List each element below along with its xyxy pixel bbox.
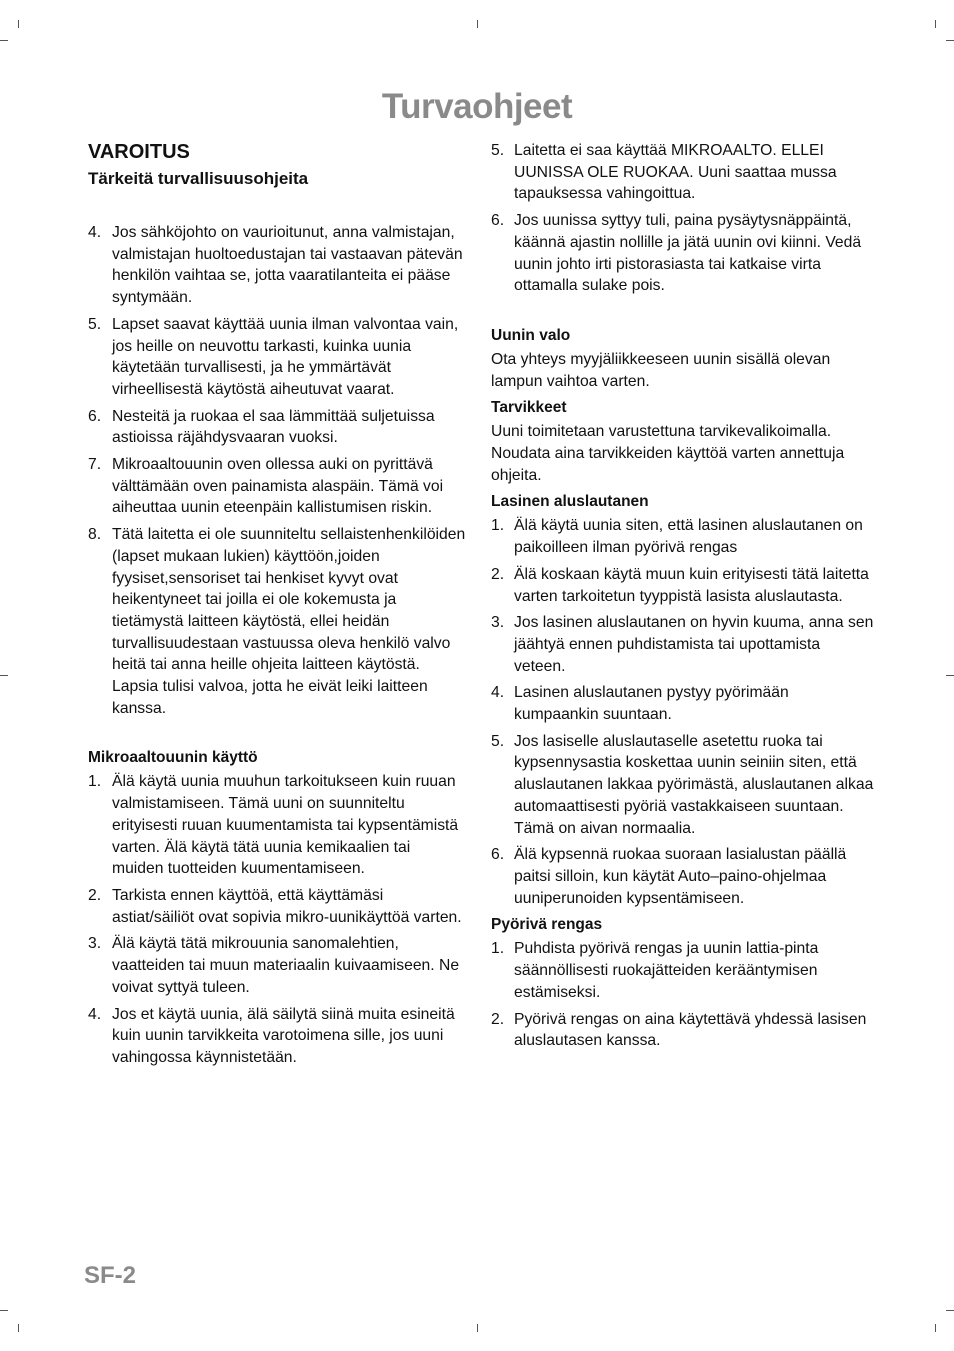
list-item [88,524,466,719]
item-number: 3. [88,935,102,953]
list-item [88,314,466,401]
list-item [491,844,875,909]
list-item [88,406,466,449]
list-item [491,515,875,558]
ring-heading: Pyörivä rengas [491,916,603,934]
item-text: Jos lasiselle aluslautaselle asetettu ruoka tai kypsennysastia koskettaa uunin seiniin siten, että aluslautanen lakkaa pyörimästä, aluslautanen alkaa automaattisesti pyöriä vastakkaiseen suuntaan. Tämä on aivan normaalia. [514,732,874,837]
item-text: Tätä laitetta ei ole suunniteltu sellaistenhenkilöiden (lapset mukaan lukien) käyttöön,joiden fyysiset,sensoriset tai henkiset kyvyt ovat heikentyneet tai joilla ei ole kokemusta ja tietämystä laitteen käytöstä, ellei heidän turvallisuudestaan vastuussa oleva henkilö valvo heitä tai anna heille ohjeita laitteen käytöstä. Lapsia tulisi valvoa, jotta he eivät leiki laitteen kanssa. [112,526,466,717]
item-text: Älä käytä uunia siten, että lasinen aluslautanen on paikoilleen ilman pyörivä rengas [514,517,863,557]
warning-heading: VAROITUS [88,141,190,163]
list-item [491,1009,875,1052]
item-text: Nesteitä ja ruokaa el saa lämmittää suljetuissa astioissa räjähdysvaaran vuoksi. [112,407,435,447]
ring-list [491,938,875,1052]
safety-subheading: Tärkeitä turvallisuusohjeita [88,169,309,188]
item-text: Lapset saavat käyttää uunia ilman valvontaa vain, jos heille on neuvottu tarkasti, kuinka uunia käytetään turvallisesti, ja he ymmärtävät virheellisestä käytöstä aiheutuvat vaarat. [112,315,459,398]
right-column [491,140,875,1057]
crop-mark [935,1324,936,1332]
list-item [88,454,466,519]
list-item [491,612,875,677]
crop-mark [0,1310,8,1311]
crop-mark [477,1324,478,1332]
item-number: 5. [491,142,505,159]
item-number: 6. [491,212,505,230]
item-text: Tarkista ennen käyttöä, että käyttämäsi astiat/säiliöt ovat sopivia mikro-uunikäyttöä varten. [112,886,462,926]
list-item [88,885,466,928]
item-text: Puhdista pyörivä rengas ja uunin lattia-pinta säännöllisesti ruokajätteiden kerääntymisen estämiseksi. [514,940,819,1001]
list-item [491,938,875,1003]
list-item [88,933,466,998]
page-title: Turvaohjeet [381,87,573,127]
item-text: Lasinen aluslautanen pystyy pyörimään kumpaankin suuntaan. [514,684,789,724]
item-number: 2. [88,886,102,904]
item-number: 6. [491,846,505,864]
crop-mark [477,20,478,28]
item-text: Jos lasinen aluslautanen on hyvin kuuma, anna sen jäähtyä ennen puhdistamista tai upottamista veteen. [514,614,874,675]
list-item [88,222,466,309]
item-number: 1. [88,773,102,791]
list-item [491,564,875,607]
item-number: 7. [88,456,102,474]
crop-mark [18,20,19,28]
item-text: Mikroaaltouunin oven ollessa auki on pyrittävä välttämään oven painamista alaspäin. Tämä voi aiheuttaa uunin eteenpäin kallistumisen riskin. [112,456,444,517]
crop-mark [18,1324,19,1332]
tray-list [491,515,875,909]
item-number: 4. [88,224,102,241]
item-number: 5. [88,315,102,333]
usage-list [88,771,466,1068]
item-number: 2. [491,1010,505,1028]
item-text: Älä kypsennä ruokaa suoraan lasialustan päällä paitsi silloin, kun käytät Auto–paino-ohjelmaa uuniperunoiden kypsentämiseen. [514,846,847,907]
safety-list-continued [491,140,875,297]
item-number: 3. [491,614,505,632]
item-text: Laitetta ei saa käyttää MIKROAALTO. ELLEI UUNISSA OLE RUOKAA. Uuni saattaa mussa tapauksessa vahingoittua. [514,142,837,203]
item-number: 2. [491,565,505,583]
item-text: Pyörivä rengas on aina käytettävä yhdessä lasisen aluslautasen kanssa. [514,1010,867,1050]
item-number: 4. [88,1005,102,1023]
crop-mark [935,20,936,28]
item-text: Jos sähköjohto on vaurioitunut, anna valmistajan, valmistajan huoltoedustajan tai vastaavan pätevän henkilön vaihtaa se, jotta vaaratilanteita ei pääse syntymään. [112,224,463,307]
item-number: 6. [88,407,102,425]
safety-list [88,222,466,719]
list-item [491,210,875,297]
item-number: 5. [491,732,505,750]
item-text: Jos et käytä uunia, älä säilytä siinä muita esineitä kuin uunin tarvikkeita varotoimena sille, jos uuni vahingossa käynnistetään. [112,1005,455,1066]
list-item [491,731,875,840]
light-heading: Uunin valo [491,326,571,344]
item-number: 1. [491,940,505,958]
list-item [88,771,466,880]
item-number: 8. [88,526,102,544]
tray-heading: Lasinen aluslautanen [491,493,649,511]
crop-mark [0,675,8,676]
list-item [88,1004,466,1069]
light-text: Ota yhteys myyjäliikkeeseen uunin sisällä olevan lampun vaihtoa varten. [491,350,831,390]
left-column [88,140,466,1074]
list-item [491,682,875,725]
crop-mark [946,1310,954,1311]
crop-mark [0,40,8,41]
list-item [491,140,875,205]
usage-heading: Mikroaaltouunin käyttö [88,749,258,767]
item-text: Älä käytä uunia muuhun tarkoitukseen kuin ruuan valmistamiseen. Tämä uuni on suunniteltu erityisesti ruuan kuumentamista tai kypsentämistä varten. Älä käytä tätä uunia kemikaalien tai muiden tuotteiden kuumentamiseen. [112,773,459,878]
item-text: Älä koskaan käytä muun kuin erityisesti tätä laitetta varten tarkoitetun tyyppistä lasista aluslautasta. [514,565,869,605]
item-number: 1. [491,517,505,535]
crop-mark [946,675,954,676]
item-text: Älä käytä tätä mikrouunia sanomalehtien, vaatteiden tai muun materiaalin kuivaamiseen. Ne voivat syttyä tuleen. [112,935,460,996]
item-number: 4. [491,684,505,702]
page-number: SF-2 [84,1262,137,1289]
item-text: Jos uunissa syttyy tuli, paina pysäytysnäppäintä, käännä ajastin nollille ja jätä uunin ovi kiinni. Vedä uunin johto irti pistorasiasta tai katkaise virta ottamalla sulake pois. [514,212,862,295]
crop-mark [946,40,954,41]
accessories-heading: Tarvikkeet [491,399,567,417]
accessories-text: Uuni toimitetaan varustettuna tarvikevalikoimalla. Noudata aina tarvikkeiden käyttöä varten annettuja ohjeita. [491,423,845,484]
